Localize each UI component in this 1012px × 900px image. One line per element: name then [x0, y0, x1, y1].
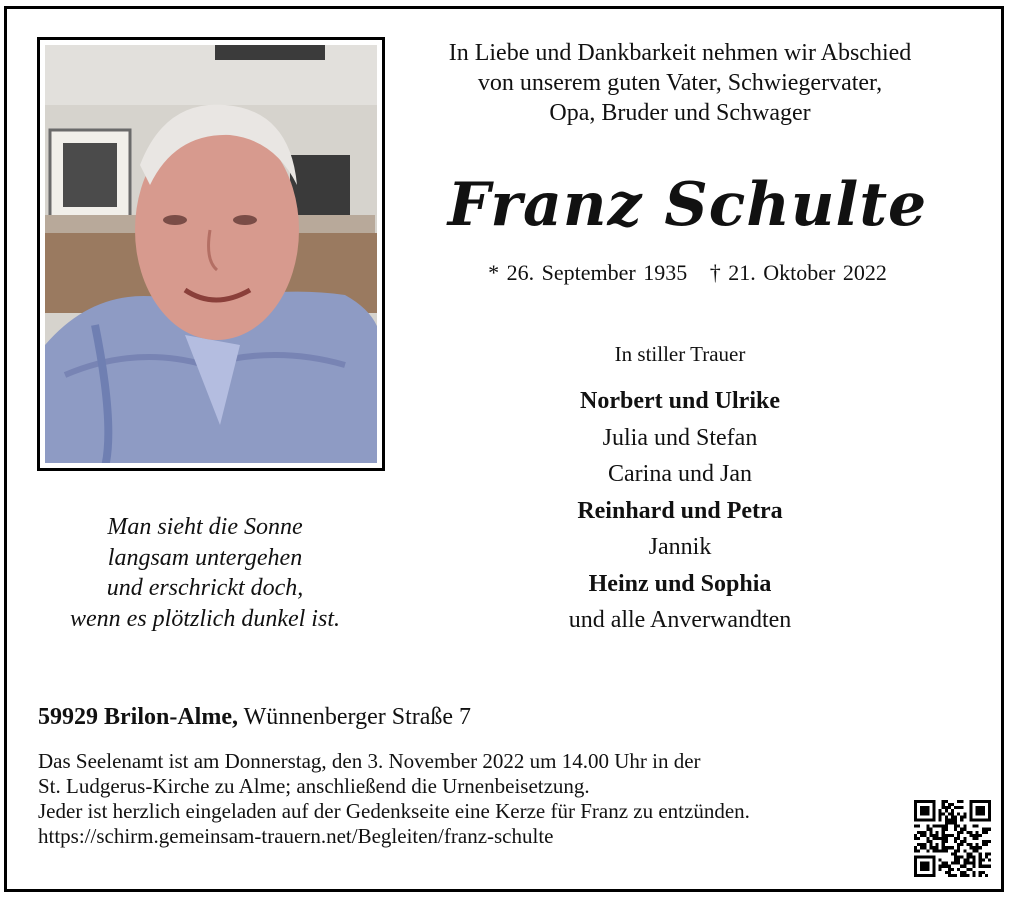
poem — [40, 512, 370, 634]
service-details — [38, 749, 898, 849]
qr-code-icon[interactable] — [914, 800, 991, 877]
intro-line: In Liebe und Dankbarkeit nehmen wir Abschied — [448, 40, 912, 66]
memorial-link[interactable]: https://schirm.gemeinsam-trauern.net/Begleiten/franz-schulte — [38, 824, 554, 848]
portrait-frame — [37, 37, 385, 471]
address-street: Wünnenberger Straße 7 — [243, 704, 472, 730]
birth-date: * 26. September 1935 — [488, 260, 688, 285]
poem-line: langsam untergehen — [107, 544, 303, 571]
mourner-line: Heinz und Sophia — [588, 570, 772, 597]
deceased-name: Franz Schulte — [447, 170, 928, 240]
intro-line: von unserem guten Vater, Schwiegervater, — [477, 70, 883, 96]
mourner-line: Jannik — [648, 534, 712, 560]
details-line: St. Ludgerus-Kirche zu Alme; anschließend die Urnenbeisetzung. — [38, 774, 590, 798]
address-city: 59929 Brilon-Alme, — [38, 704, 238, 730]
intro-text — [400, 38, 960, 128]
mourner-line: Julia und Stefan — [602, 424, 758, 451]
mourner-line: und alle Anverwandten — [568, 607, 792, 633]
details-line: Jeder ist herzlich eingeladen auf der Gedenkseite eine Kerze für Franz zu entzünden. — [38, 799, 750, 823]
mourner-line: Carina und Jan — [608, 461, 752, 487]
mourner-line: Reinhard und Petra — [577, 497, 783, 524]
poem-line: wenn es plötzlich dunkel ist. — [70, 605, 340, 632]
poem-line: Man sieht die Sonne — [107, 514, 303, 540]
intro-line: Opa, Bruder und Schwager — [549, 100, 811, 126]
mourners-list — [400, 386, 960, 642]
portrait-photo — [45, 45, 377, 463]
life-dates — [400, 260, 975, 286]
details-line: Das Seelenamt ist am Donnerstag, den 3. November 2022 um 14.00 Uhr in der — [38, 749, 701, 773]
death-date: † 21. Oktober 2022 — [709, 260, 887, 285]
mourner-line: Norbert und Ulrike — [580, 388, 780, 414]
address — [38, 704, 471, 731]
mourning-heading: In stiller Trauer — [614, 342, 746, 366]
poem-line: und erschrickt doch, — [106, 575, 304, 601]
